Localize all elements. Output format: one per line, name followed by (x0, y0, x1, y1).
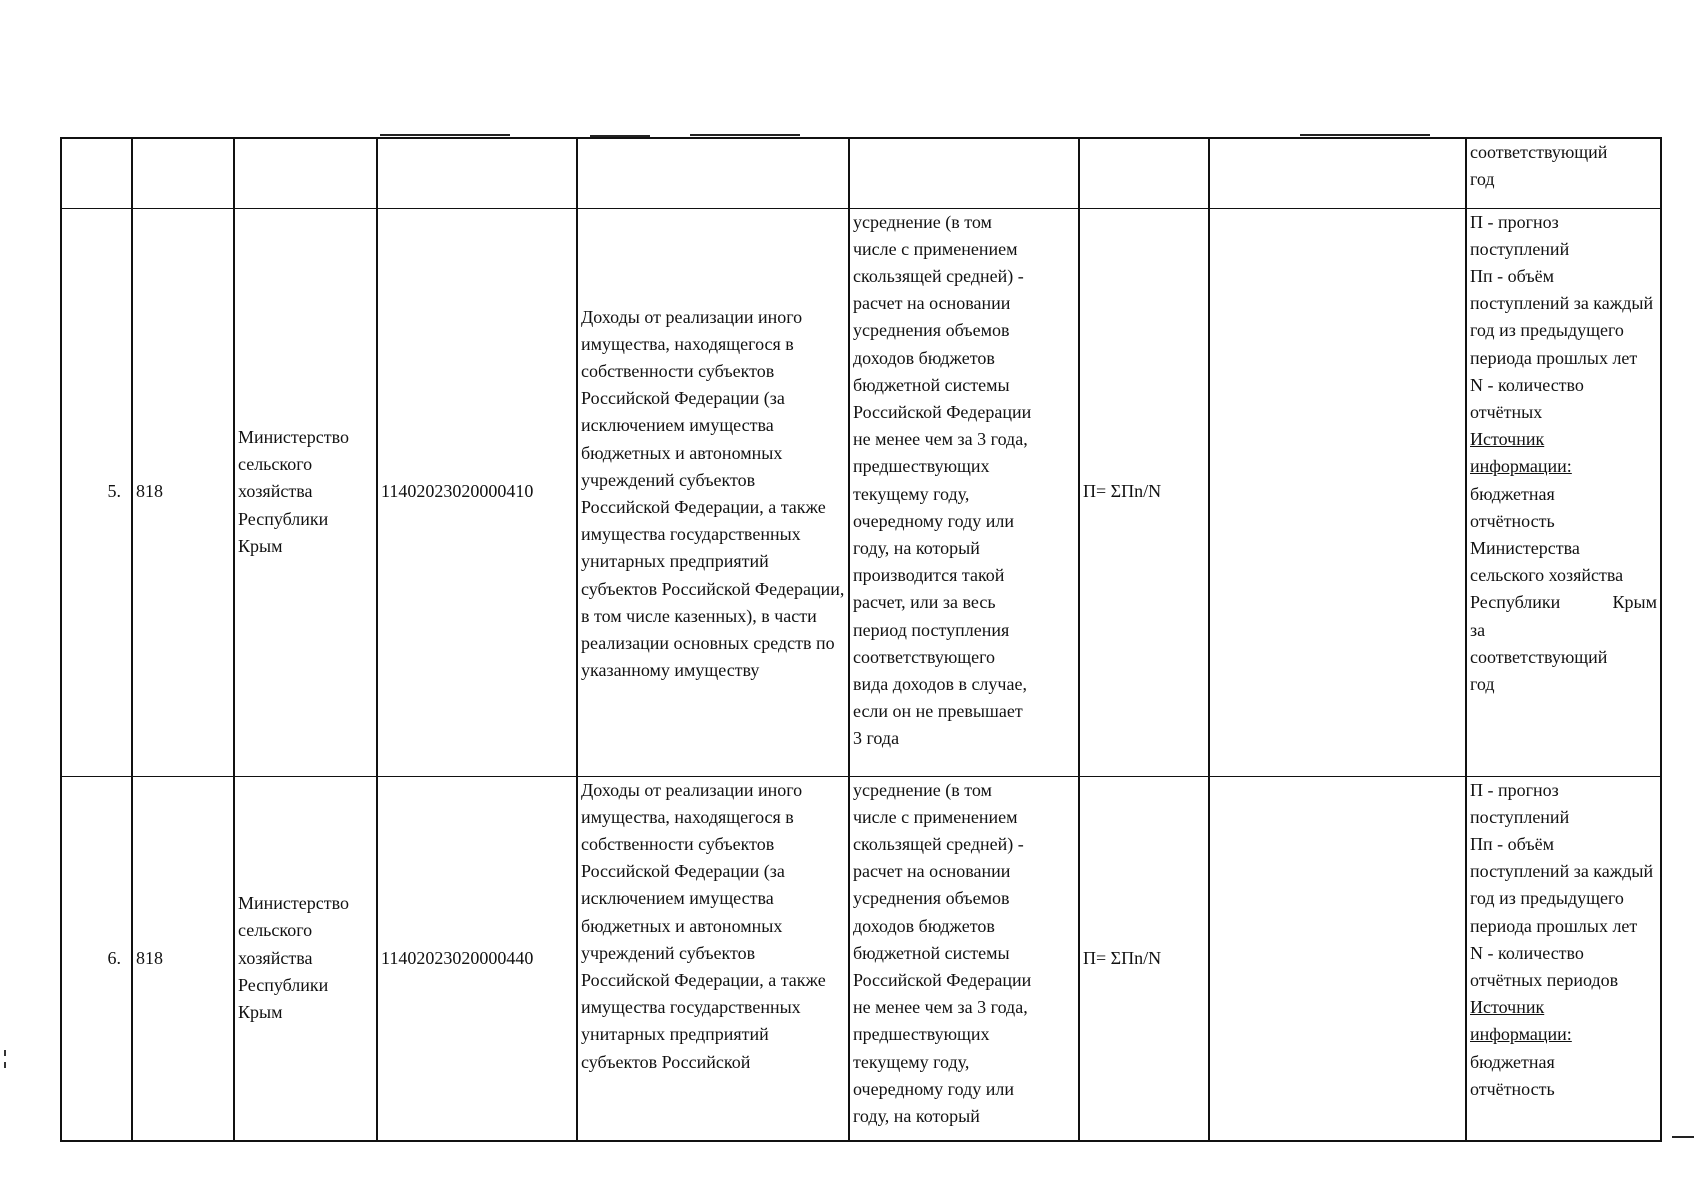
scan-mark (4, 1050, 6, 1056)
remark-line: соответствующий (1470, 142, 1608, 162)
method-line: бюджетной системы (853, 942, 1010, 963)
method-line: Российской Федерации (853, 401, 1032, 422)
method-line: соответствующего (853, 646, 996, 667)
method-line: производится такой (853, 565, 1005, 586)
cell-empty (377, 138, 577, 208)
method-line: расчет на основании (853, 293, 1011, 314)
scan-dash (1300, 134, 1430, 136)
method-line: расчет, или за весь (853, 592, 996, 613)
source-line: Республики Крым (1470, 592, 1657, 613)
cell-empty (1209, 208, 1466, 776)
method-line: усреднение (в том (853, 779, 992, 800)
administrator-name (234, 208, 377, 776)
cell-empty (1079, 138, 1209, 208)
cell-empty (1209, 138, 1466, 208)
source-label: информации: (1470, 456, 1572, 477)
scan-mark (4, 1062, 6, 1068)
method-line: Российской Федерации (853, 969, 1032, 990)
row-number: 6. (61, 776, 132, 1141)
formula: П= ΣПn/N (1079, 208, 1209, 776)
method-line: доходов бюджетов (853, 347, 995, 368)
formula-notes (1466, 208, 1661, 776)
source-line: соответствующий (1470, 646, 1608, 667)
method-line: предшествующих (853, 456, 990, 477)
source-line: за (1470, 619, 1486, 640)
method-line: году, на который (853, 537, 980, 558)
admin-line: сельского (238, 454, 313, 475)
method-line: числе с применением (853, 238, 1018, 259)
scan-dash (380, 134, 510, 136)
formula: П= ΣПn/N (1079, 776, 1209, 1141)
income-name (577, 776, 849, 1141)
admin-line: хозяйства (238, 947, 313, 968)
method-line: усреднение (в том (853, 211, 992, 232)
scan-dash (1672, 1136, 1694, 1138)
method-line: 3 года (853, 728, 900, 749)
source-line: отчётность (1470, 510, 1555, 531)
admin-line: хозяйства (238, 481, 313, 502)
source-line: Министерства (1470, 537, 1580, 558)
method-line: расчет на основании (853, 861, 1011, 882)
cell-empty (132, 138, 234, 208)
income-name-text: Доходы от реализации иного имущества, находящегося в собственности субъектов Российской Федерации (за исключением имущества бюджетных и автономных учреждений субъектов Российской Федерации, а также имущества государственных унитарных предприятий субъектов Российской (581, 779, 826, 1072)
method-line: скользящей средней) - (853, 265, 1024, 286)
admin-line: Республики (238, 508, 329, 529)
source-line: год (1470, 673, 1495, 694)
admin-line: Министерство (238, 893, 349, 914)
income-name-text: Доходы от реализации иного имущества, находящегося в собственности субъектов Российской Федерации (за исключением имущества бюджетных и автономных учреждений субъектов Российской Федерации, а также имущества государственных унитарных предприятий субъектов Российской Федерации, в том числе казенных), в части реализации основных средств по указанному имуществу (581, 306, 845, 681)
cell-empty (577, 138, 849, 208)
note-count: N - количество отчётных (1470, 374, 1584, 422)
admin-code: 818 (132, 776, 234, 1141)
cell-empty (849, 138, 1079, 208)
method-line: если он не превышает (853, 701, 1023, 722)
method-line: скользящей средней) - (853, 833, 1024, 854)
table-row-continuation (61, 138, 1661, 208)
cell-empty (234, 138, 377, 208)
note-count: N - количество отчётных периодов (1470, 942, 1619, 990)
formula-notes (1466, 776, 1661, 1141)
admin-line: Министерство (238, 426, 349, 447)
table-row (61, 208, 1661, 776)
method-line: году, на который (853, 1105, 980, 1126)
note-volume: Пп - объём поступлений за каждый год из предыдущего периода прошлых лет (1470, 833, 1654, 936)
method-line: бюджетной системы (853, 374, 1010, 395)
source-line: сельского хозяйства (1470, 565, 1624, 586)
row-number: 5. (61, 208, 132, 776)
method-line: не менее чем за 3 года, (853, 429, 1028, 450)
cell-remark (1466, 138, 1661, 208)
source-label: информации: (1470, 1024, 1572, 1045)
cell-empty (61, 138, 132, 208)
method-line: предшествующих (853, 1024, 990, 1045)
method-line: усреднения объемов (853, 320, 1010, 341)
administrator-name (234, 776, 377, 1141)
scan-dash (690, 134, 800, 136)
calc-method (849, 776, 1079, 1141)
method-line: текущему году, (853, 483, 970, 504)
remark-line: год (1470, 169, 1495, 190)
method-line: доходов бюджетов (853, 915, 995, 936)
cell-empty (1209, 776, 1466, 1141)
source-label: Источник (1470, 429, 1545, 450)
admin-code: 818 (132, 208, 234, 776)
admin-line: Крым (238, 535, 283, 556)
calc-method (849, 208, 1079, 776)
table-row (61, 776, 1661, 1141)
method-line: текущему году, (853, 1051, 970, 1072)
source-line: отчётность (1470, 1078, 1555, 1099)
admin-line: Крым (238, 1002, 283, 1023)
source-line: бюджетная (1470, 483, 1555, 504)
income-name (577, 208, 849, 776)
revenue-methods-table (60, 137, 1662, 1142)
source-line: бюджетная (1470, 1051, 1555, 1072)
admin-line: сельского (238, 920, 313, 941)
method-line: очередному году или (853, 510, 1014, 531)
method-line: вида доходов в случае, (853, 673, 1027, 694)
note-forecast: П - прогноз поступлений (1470, 779, 1570, 827)
kbk-code: 11402023020000410 (377, 208, 577, 776)
note-volume: Пп - объём поступлений за каждый год из предыдущего периода прошлых лет (1470, 265, 1654, 368)
method-line: числе с применением (853, 806, 1018, 827)
method-line: не менее чем за 3 года, (853, 997, 1028, 1018)
method-line: очередному году или (853, 1078, 1014, 1099)
kbk-code: 11402023020000440 (377, 776, 577, 1141)
source-label: Источник (1470, 997, 1545, 1018)
note-forecast: П - прогноз поступлений (1470, 211, 1570, 259)
method-line: период поступления (853, 619, 1010, 640)
admin-line: Республики (238, 974, 329, 995)
method-line: усреднения объемов (853, 888, 1010, 909)
